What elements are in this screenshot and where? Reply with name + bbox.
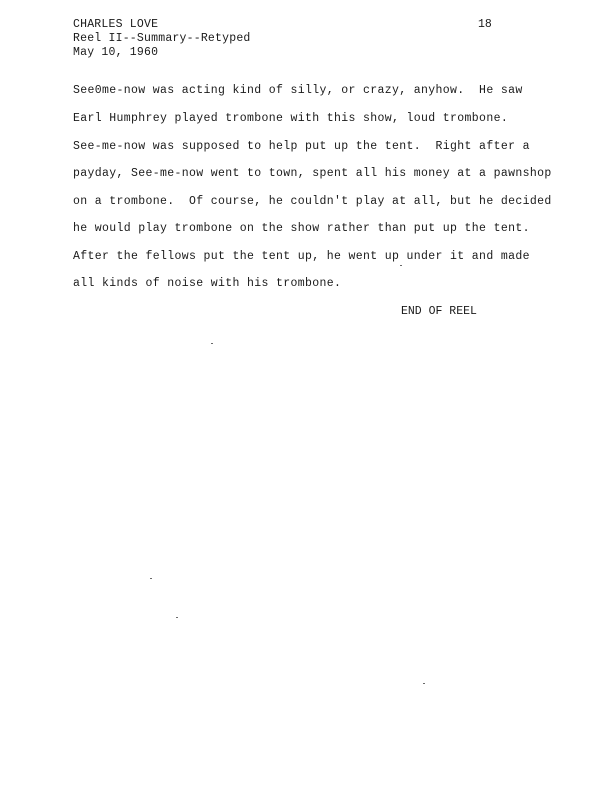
transcript-line: on a trombone. Of course, he couldn't play at all, but he decided (73, 195, 552, 208)
scan-speck (150, 578, 152, 579)
reel-summary-label: Reel II--Summary--Retyped (73, 32, 251, 45)
interview-date: May 10, 1960 (73, 46, 159, 59)
scan-speck (423, 683, 425, 684)
transcript-line: After the fellows put the tent up, he went up under it and made (73, 250, 530, 263)
scan-speck (400, 265, 402, 266)
transcript-line: payday, See-me-now went to town, spent all his money at a pawnshop (73, 167, 552, 180)
scan-speck (211, 343, 213, 344)
scan-speck (176, 617, 178, 618)
transcript-line: all kinds of noise with his trombone. (73, 277, 342, 290)
transcript-line: See0me-now was acting kind of silly, or crazy, anyhow. He saw (73, 84, 523, 97)
interviewee-name: CHARLES LOVE (73, 18, 159, 31)
transcript-line: he would play trombone on the show rather than put up the tent. (73, 222, 530, 235)
page-number: 18 (478, 18, 492, 31)
transcript-line: Earl Humphrey played trombone with this show, loud trombone. (73, 112, 509, 125)
transcript-line: See-me-now was supposed to help put up the tent. Right after a (73, 140, 530, 153)
end-of-reel-marker: END OF REEL (401, 305, 477, 318)
